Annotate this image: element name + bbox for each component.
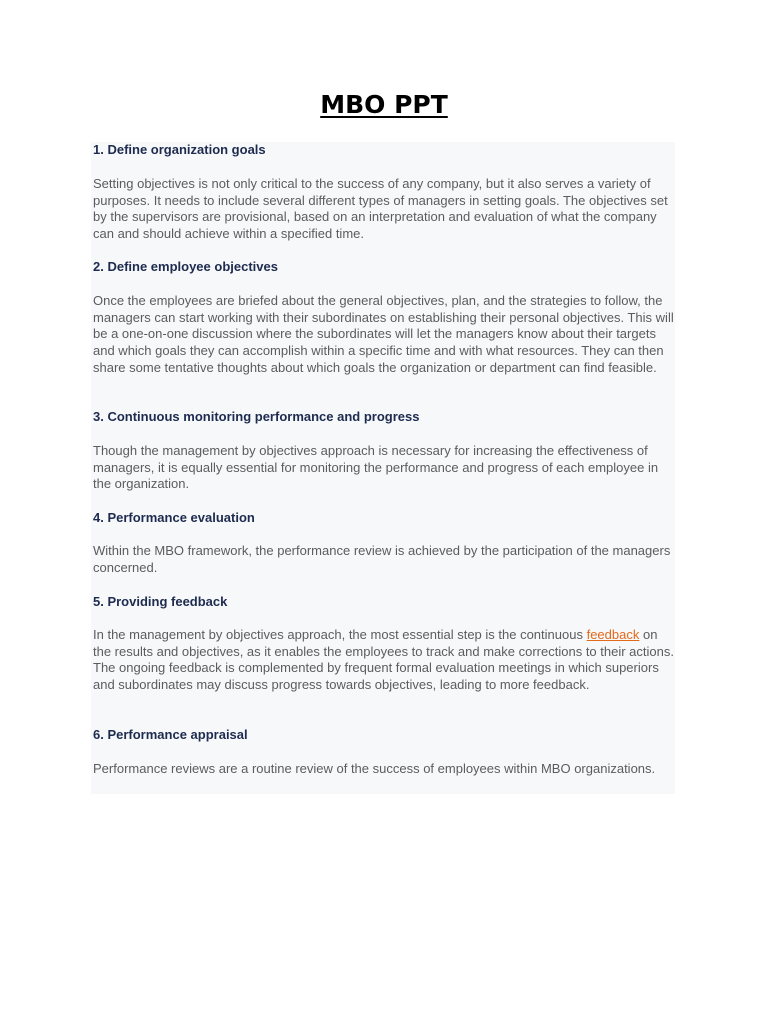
section-2-body	[93, 293, 675, 377]
section-heading: 4. Performance evaluation	[93, 510, 255, 525]
section-5	[93, 594, 675, 611]
content-box	[91, 142, 675, 794]
section-body: Performance reviews are a routine review of the success of employees within MBO organizations.	[93, 761, 656, 776]
body-text-before: In the management by objectives approach, the most essential step is the continuous	[93, 627, 583, 642]
section-heading: 2. Define employee objectives	[93, 259, 278, 274]
section-4-body	[93, 543, 675, 576]
feedback-link[interactable]: feedback	[586, 627, 640, 642]
section-heading: 1. Define organization goals	[93, 142, 266, 157]
section-body	[93, 627, 675, 694]
section-heading: 3. Continuous monitoring performance and progress	[93, 409, 420, 424]
section-body: Though the management by objectives approach is necessary for increasing the effectiveness of managers, it is equally essential for monitoring the performance and progress of each employee in the organization.	[93, 443, 659, 492]
section-1-body	[93, 176, 675, 243]
section-heading: 5. Providing feedback	[93, 594, 228, 609]
page-title	[0, 88, 768, 122]
section-3-body	[93, 443, 675, 493]
section-6	[93, 727, 675, 744]
section-3	[93, 409, 675, 426]
body-text-after: on the results and objectives, as it enables the employees to track and make corrections to their actions. The ongoing feedback is complemented by frequent formal evaluation meetings in which superiors and subordinates may discuss progress towards objectives, leading to more feedback.	[93, 627, 674, 693]
page-title-text: MBO PPT	[320, 90, 448, 119]
section-body: Once the employees are briefed about the general objectives, plan, and the strategies to follow, the managers can start working with their subordinates on establishing their personal objectives. This will be a one-on-one discussion where the subordinates will let the managers know about their targets and which goals they can accomplish within a specific time and with what resources. They can then share some tentative thoughts about which goals the organization or department can find feasible.	[93, 293, 674, 375]
section-body: Within the MBO framework, the performance review is achieved by the participation of the managers concerned.	[93, 543, 671, 575]
section-body: Setting objectives is not only critical to the success of any company, but it also serves a variety of purposes. It needs to include several different types of managers in setting goals. The objectives set by the supervisors are provisional, based on an interpretation and evaluation of what the company can and should achieve within a specified time.	[93, 176, 668, 242]
section-2	[93, 259, 675, 276]
section-4	[93, 510, 675, 527]
section-5-body	[93, 627, 675, 694]
section-6-body	[93, 761, 675, 778]
section-1	[93, 142, 675, 159]
section-heading: 6. Performance appraisal	[93, 727, 248, 742]
